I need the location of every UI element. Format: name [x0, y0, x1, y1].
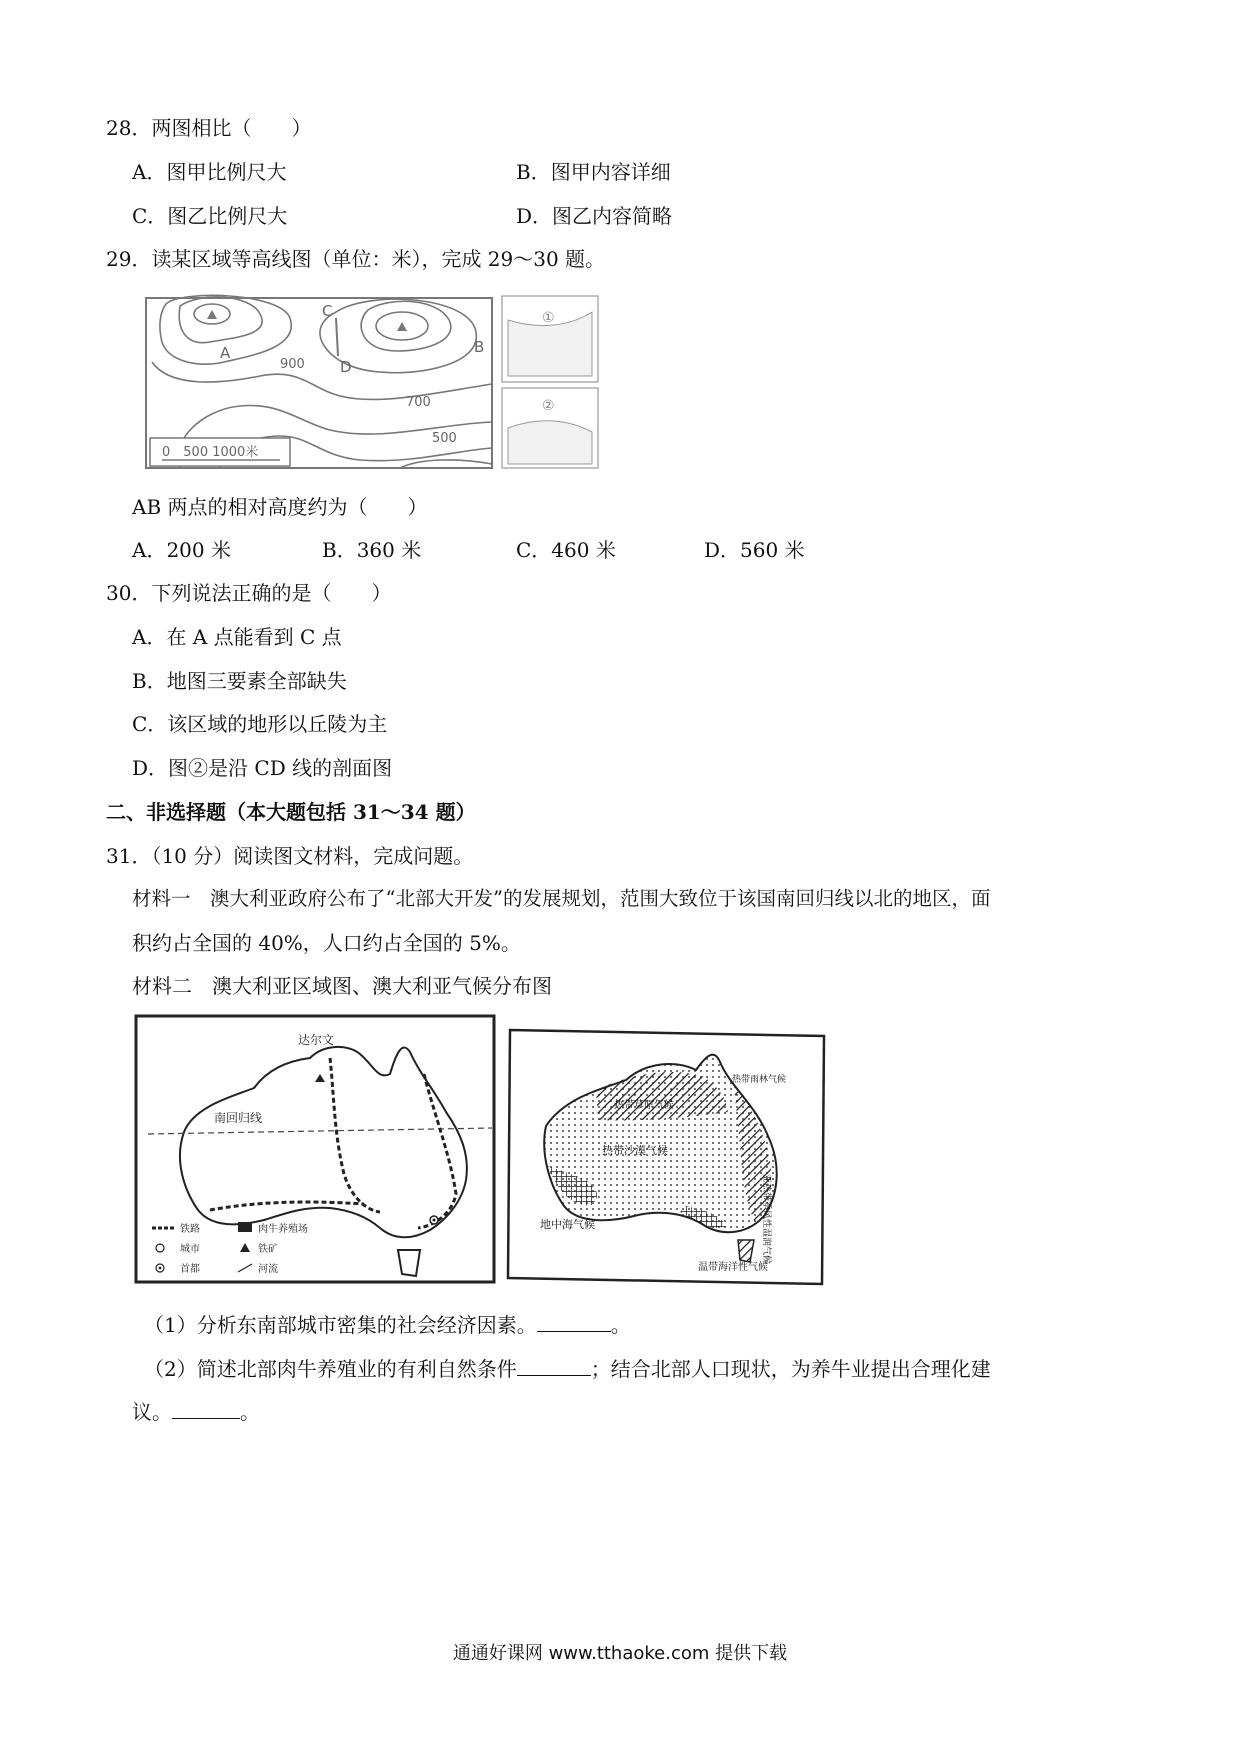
q29-stem: 29．读某区域等高线图（单位：米），完成 29～30 题。	[106, 247, 606, 271]
q30-stem: 30．下列说法正确的是（ ）	[106, 581, 392, 605]
q28-option-c[interactable]: C．图乙比例尺大	[132, 204, 288, 228]
climate-label-desert: 热带沙漠气候	[602, 1144, 668, 1157]
q31-stem: 31．（10 分）阅读图文材料，完成问题。	[106, 844, 474, 868]
legend-capital: 首都	[180, 1264, 200, 1275]
page-footer: 通通好课网 www.tthaoke.com 提供下载	[452, 1643, 788, 1664]
profile-panel-1	[502, 296, 598, 382]
climate-label-mediterranean: 地中海气候	[540, 1218, 595, 1231]
section2-title: 二、非选择题（本大题包括 31～34 题）	[106, 800, 476, 824]
contour-label-700: 700	[406, 395, 431, 410]
q29-option-b[interactable]: B．360 米	[322, 538, 422, 562]
tasmania-outline	[398, 1250, 420, 1276]
climate-label-rainforest: 热带雨林气候	[732, 1075, 787, 1085]
q31-sub2	[144, 1357, 991, 1379]
darwin-label: 达尔文	[298, 1033, 335, 1047]
climate-label-temperate-marine: 温带海洋性气候	[698, 1262, 768, 1273]
contour-map-figure	[140, 292, 610, 474]
q29-option-d[interactable]: D．560 米	[704, 538, 805, 562]
q31-sub1-period: 。	[610, 1313, 631, 1337]
q31-sub1-text: （1）分析东南部城市密集的社会经济因素。	[144, 1313, 537, 1337]
point-a-label: A	[220, 344, 231, 362]
q28-option-d[interactable]: D．图乙内容简略	[516, 204, 673, 228]
q28-option-a[interactable]: A．图甲比例尺大	[132, 160, 287, 184]
point-d-label: D	[340, 358, 352, 376]
legend-cattle-farm: 肉牛养殖场	[258, 1224, 308, 1235]
q28-option-b[interactable]: B．图甲内容详细	[516, 160, 671, 184]
legend-railway: 铁路	[180, 1224, 200, 1235]
climate-label-savanna: 热带草原气候	[614, 1100, 674, 1111]
q29-option-c[interactable]: C．460 米	[516, 538, 616, 562]
q30-option-b[interactable]: B．地图三要素全部缺失	[132, 669, 347, 693]
profile-label-2: ②	[542, 398, 555, 414]
q30-option-d[interactable]: D．图②是沿 CD 线的剖面图	[132, 756, 393, 780]
q30-option-c[interactable]: C．该区域的地形以丘陵为主	[132, 712, 388, 736]
q31-material1-line2: 积约占全国的 40%，人口约占全国的 5%。	[132, 931, 521, 955]
q31-sub1	[144, 1313, 631, 1335]
australia-climate-map	[506, 1026, 828, 1288]
q31-sub2-answer-blank-2[interactable]	[172, 1400, 240, 1419]
q31-sub2-text: （2）简述北部肉牛养殖业的有利自然条件	[144, 1357, 517, 1381]
profile-label-1: ①	[542, 310, 555, 326]
contour-label-500: 500	[432, 431, 457, 446]
q31-sub2-line2-period: 。	[240, 1400, 260, 1424]
tropic-label: 南回归线	[214, 1111, 263, 1125]
contour-label-900: 900	[280, 357, 305, 372]
q31-material1-line1: 材料一 澳大利亚政府公布了“北部大开发”的发展规划，范围大致位于该国南回归线以北的地区，面	[132, 887, 991, 910]
q29-option-a[interactable]: A．200 米	[132, 538, 231, 562]
q30-option-a[interactable]: A．在 A 点能看到 C 点	[132, 625, 342, 649]
australia-region-map	[134, 1014, 496, 1284]
legend-iron-ore: 铁矿	[258, 1244, 278, 1255]
q29-sub-stem: AB 两点的相对高度约为（ ）	[132, 495, 428, 519]
q31-sub1-answer-blank[interactable]	[537, 1313, 611, 1332]
q31-sub2-middle-text: ；结合北部人口现状，为养牛业提出合理化建	[590, 1357, 991, 1381]
q31-sub2-answer-blank-1[interactable]	[517, 1357, 591, 1376]
q28-stem: 28．两图相比（ ）	[106, 116, 312, 140]
q31-sub2-line2-text: 议。	[132, 1400, 172, 1424]
legend-river: 河流	[258, 1264, 278, 1275]
q31-sub2-line2	[132, 1400, 260, 1422]
profile-panel-2	[502, 388, 598, 468]
point-b-label: B	[474, 338, 485, 356]
q31-material2: 材料二 澳大利亚区域图、澳大利亚气候分布图	[132, 974, 552, 998]
point-c-label: C	[322, 302, 333, 320]
scale-label: 0 500 1000米	[162, 445, 259, 460]
legend-city: 城市	[180, 1244, 200, 1255]
climate-label-subtropical: 亚热带季风性湿润气候	[761, 1174, 771, 1265]
